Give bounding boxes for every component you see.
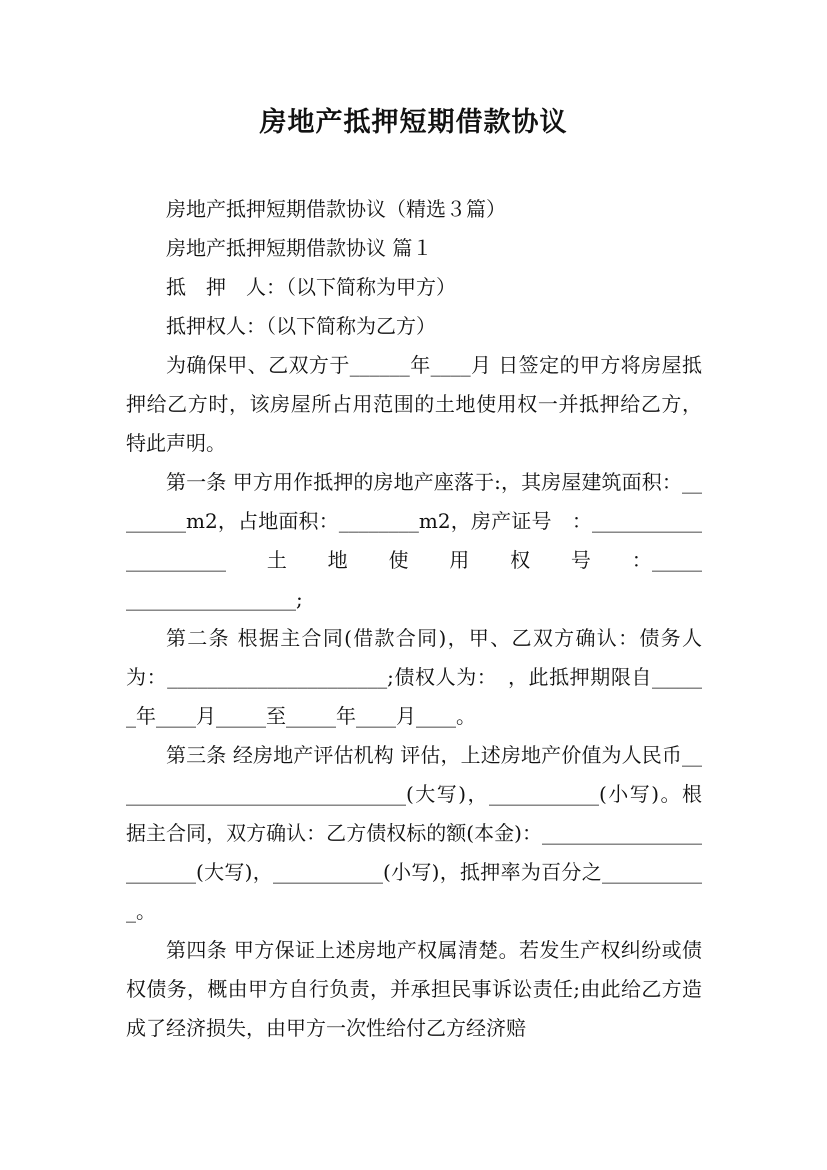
article-3: 第三条 经房地产评估机构 评估，上述房地产价值为人民币______________________________(大写)，___________(小写)。根据主合同，双方确认：乙方债权标的额(本金)：_______________________(大写)，___________(小写)，抵押率为百分之___________。: [126, 743, 702, 923]
subtitle-paragraph: 房地产抵押短期借款协议（精选３篇）: [166, 197, 506, 221]
article-4: 第四条 甲方保证上述房地产权属清楚。若发生产权纠纷或债权债务，概由甲方自行负责，并承担民事诉讼责任;由此给乙方造成了经济损失，由甲方一次性给付乙方经济赔: [126, 938, 702, 1040]
document-title: 房地产抵押短期借款协议: [259, 107, 568, 138]
preamble-paragraph: 为确保甲、乙双方于______年____月 日签定的甲方将房屋抵押给乙方时，该房屋所占用范围的土地使用权一并抵押给乙方，特此声明。: [126, 353, 702, 455]
mortgagee-line: 抵押权人：（以下简称为乙方）: [166, 314, 436, 338]
mortgagor-line: 抵 押 人：（以下简称为甲方）: [166, 275, 456, 299]
article-1: 第一条 甲方用作抵押的房地产座落于:，其房屋建筑面积：________m2，占地面积：________m2，房产证号 ：_____________________ 土 地 使 用 权 号 ：______________________;: [126, 470, 702, 611]
section-heading: 房地产抵押短期借款协议 篇１: [166, 236, 433, 260]
document-body: [126, 190, 702, 1048]
article-2: 第二条 根据主合同(借款合同)，甲、乙双方确认：债务人为：______________________;债权人为： ，此抵押期限自______年____月_____至_____年____月____。: [126, 626, 702, 728]
